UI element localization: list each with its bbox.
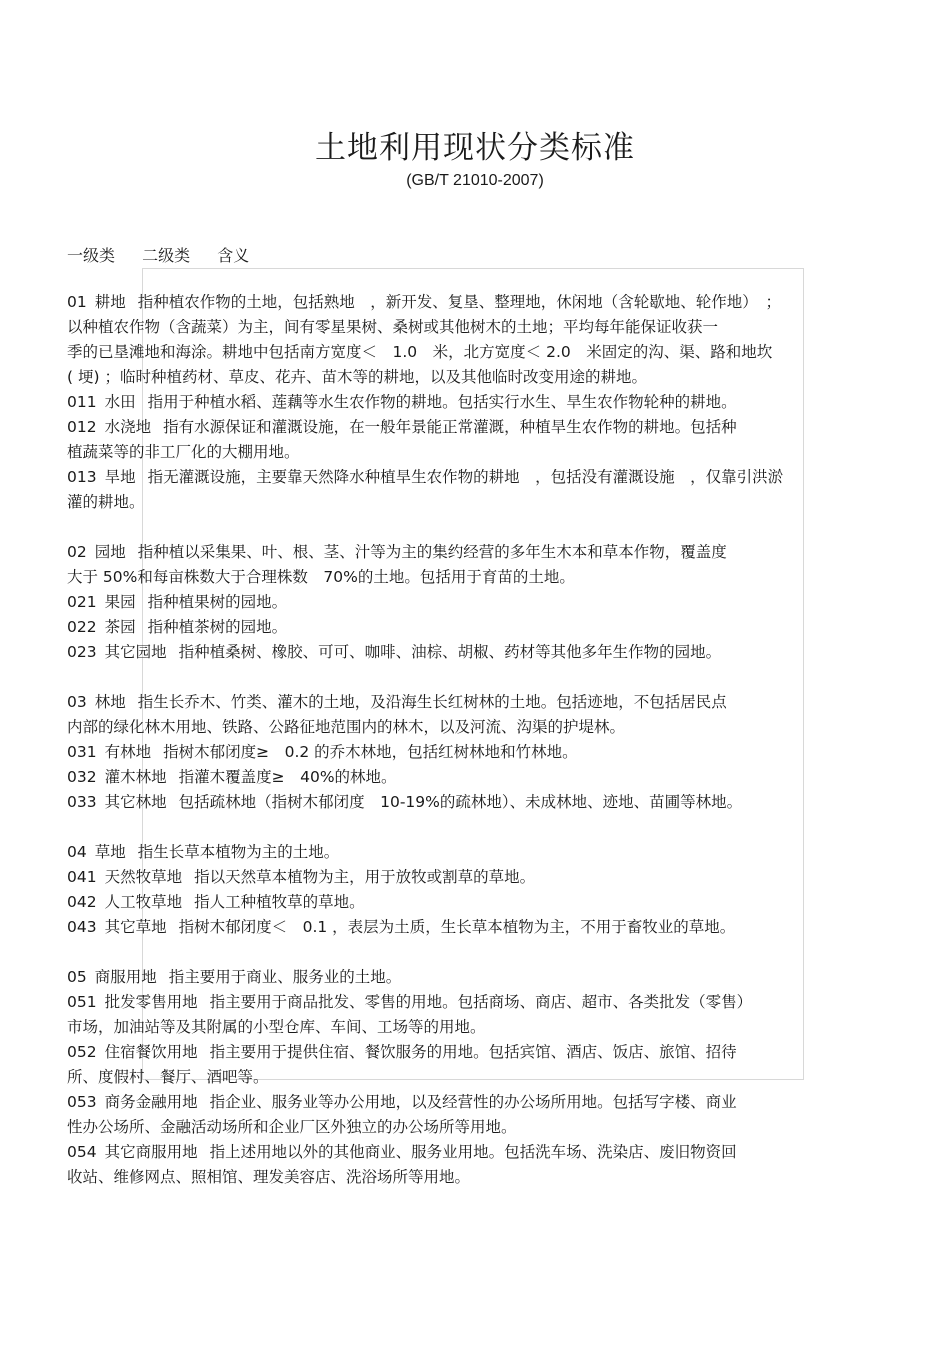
category-entry: [67, 915, 887, 940]
category-name: 园地: [94, 543, 126, 561]
category-entry: [67, 590, 887, 615]
category-name: 茶园: [104, 618, 136, 636]
category-code: 031: [67, 743, 97, 761]
document-subtitle: (GB/T 21010-2007): [406, 172, 544, 189]
category-description: 指种植以采集果、叶、根、茎、汁等为主的集约经营的多年生木本和草本作物，覆盖度: [137, 543, 727, 561]
category-entry: [67, 1040, 887, 1065]
category-description: 灌的耕地。: [67, 493, 145, 511]
category-entry: [67, 865, 887, 890]
category-name: 其它林地: [104, 793, 167, 811]
category-description: 植蔬菜等的非工厂化的大棚用地。: [67, 443, 300, 461]
category-code: 053: [67, 1093, 97, 1111]
category-code: 03: [67, 693, 87, 711]
category-entry: [67, 290, 887, 315]
category-name: 耕地: [94, 293, 126, 311]
category-description: 指有水源保证和灌溉设施，在一般年景能正常灌溉，种植旱生农作物的耕地。包括种: [163, 418, 737, 436]
category-description: ( 埂) ；临时种植药材、草皮、花卉、苗木等的耕地，以及其他临时改变用途的耕地。: [67, 368, 647, 386]
category-entry: [67, 990, 887, 1015]
entry-continuation: [67, 715, 887, 740]
category-description: 包括疏林地（指树木郁闭度 10-19%的疏林地）、未成林地、迹地、苗圃等林地。: [178, 793, 743, 811]
category-name: 其它商服用地: [104, 1143, 198, 1161]
category-description: 指人工种植牧草的草地。: [194, 893, 365, 911]
category-name: 草地: [94, 843, 126, 861]
category-entry: [67, 640, 887, 665]
header-level1: 一级类: [67, 246, 116, 265]
category-section: [67, 965, 887, 1190]
category-entry: [67, 890, 887, 915]
entry-continuation: [67, 1165, 887, 1190]
category-entry: [67, 615, 887, 640]
entry-continuation: [67, 365, 887, 390]
category-name: 灌木林地: [104, 768, 167, 786]
category-description: 季的已垦滩地和海涂。耕地中包括南方宽度＜ 1.0 米，北方宽度＜ 2.0 米固定的沟、渠、路和地坎: [67, 343, 773, 361]
category-description: 指树木郁闭度≥ 0.2 的乔木林地，包括红树林地和竹林地。: [163, 743, 578, 761]
category-code: 01: [67, 293, 87, 311]
category-entry: [67, 790, 887, 815]
category-code: 022: [67, 618, 97, 636]
entry-continuation: [67, 1065, 887, 1090]
category-name: 商务金融用地: [104, 1093, 198, 1111]
category-name: 水田: [104, 393, 136, 411]
category-entry: [67, 740, 887, 765]
category-name: 果园: [104, 593, 136, 611]
classification-list: [67, 290, 887, 1215]
category-description: 指以天然草本植物为主，用于放牧或割草的草地。: [194, 868, 536, 886]
category-entry: [67, 965, 887, 990]
category-code: 052: [67, 1043, 97, 1061]
category-description: 收站、维修网点、照相馆、理发美容店、洗浴场所等用地。: [67, 1168, 471, 1186]
category-description: 指主要用于商业、服务业的土地。: [168, 968, 402, 986]
category-section: [67, 290, 887, 515]
category-code: 023: [67, 643, 97, 661]
category-code: 054: [67, 1143, 97, 1161]
category-description: 指灌木覆盖度≥ 40%的林地。: [178, 768, 397, 786]
category-name: 水浇地: [104, 418, 152, 436]
category-description: 性办公场所、金融活动场所和企业厂区外独立的办公场所等用地。: [67, 1118, 517, 1136]
entry-continuation: [67, 315, 887, 340]
category-description: 指企业、服务业等办公用地，以及经营性的办公场所用地。包括写字楼、商业: [209, 1093, 737, 1111]
category-description: 指树木郁闭度＜ 0.1 ，表层为土质，生长草本植物为主，不用于畜牧业的草地。: [178, 918, 736, 936]
category-description: 内部的绿化林木用地、铁路、公路征地范围内的林木，以及河流、沟渠的护堤林。: [67, 718, 626, 736]
category-entry: [67, 540, 887, 565]
category-name: 人工牧草地: [104, 893, 183, 911]
category-name: 其它草地: [104, 918, 167, 936]
category-name: 商服用地: [94, 968, 157, 986]
category-code: 033: [67, 793, 97, 811]
category-description: 指主要用于商品批发、零售的用地。包括商场、商店、超市、各类批发（零售）: [209, 993, 753, 1011]
category-description: 指主要用于提供住宿、餐饮服务的用地。包括宾馆、酒店、饭店、旅馆、招待: [209, 1043, 737, 1061]
entry-continuation: [67, 1115, 887, 1140]
category-code: 051: [67, 993, 97, 1011]
category-name: 林地: [94, 693, 126, 711]
category-description: 指种植桑树、橡胶、可可、咖啡、油棕、胡椒、药材等其他多年生作物的园地。: [178, 643, 722, 661]
category-description: 指用于种植水稻、莲藕等水生农作物的耕地。包括实行水生、旱生农作物轮种的耕地。: [147, 393, 737, 411]
category-description: 以种植农作物（含蔬菜）为主，间有零星果树、桑树或其他树木的土地；平均每年能保证收获一: [67, 318, 719, 336]
category-entry: [67, 465, 887, 490]
category-description: 指种植农作物的土地，包括熟地 ，新开发、复垦、整理地，休闲地（含轮歇地、轮作地） ；: [137, 293, 782, 311]
category-entry: [67, 1140, 887, 1165]
category-description: 指生长乔木、竹类、灌木的土地，及沿海生长红树林的土地。包括迹地，不包括居民点: [137, 693, 727, 711]
category-code: 02: [67, 543, 87, 561]
entry-continuation: [67, 565, 887, 590]
entry-continuation: [67, 490, 887, 515]
category-code: 011: [67, 393, 97, 411]
category-name: 批发零售用地: [104, 993, 198, 1011]
category-name: 有林地: [104, 743, 152, 761]
category-description: 指种植茶树的园地。: [147, 618, 288, 636]
category-description: 指种植果树的园地。: [147, 593, 288, 611]
category-name: 住宿餐饮用地: [104, 1043, 198, 1061]
category-entry: [67, 840, 887, 865]
category-entry: [67, 390, 887, 415]
category-code: 05: [67, 968, 87, 986]
entry-continuation: [67, 1015, 887, 1040]
category-description: 市场，加油站等及其附属的小型仓库、车间、工场等的用地。: [67, 1018, 486, 1036]
category-description: 指无灌溉设施，主要靠天然降水种植旱生农作物的耕地 ，包括没有灌溉设施 ，仅靠引洪淤: [147, 468, 784, 486]
category-code: 021: [67, 593, 97, 611]
column-header: [67, 243, 271, 266]
category-name: 其它园地: [104, 643, 167, 661]
category-code: 032: [67, 768, 97, 786]
entry-continuation: [67, 440, 887, 465]
category-code: 041: [67, 868, 97, 886]
category-entry: [67, 690, 887, 715]
category-code: 043: [67, 918, 97, 936]
category-description: 指上述用地以外的其他商业、服务业用地。包括洗车场、洗染店、废旧物资回: [209, 1143, 737, 1161]
header-meaning: 含义: [217, 246, 250, 265]
header-level2: 二级类: [142, 246, 191, 265]
category-section: [67, 540, 887, 665]
document-title: 土地利用现状分类标准: [315, 130, 635, 166]
category-description: 所、度假村、餐厅、酒吧等。: [67, 1068, 269, 1086]
category-description: 指生长草本植物为主的土地。: [137, 843, 340, 861]
category-code: 013: [67, 468, 97, 486]
category-description: 大于 50%和每亩株数大于合理株数 70%的土地。包括用于育苗的土地。: [67, 568, 575, 586]
category-code: 04: [67, 843, 87, 861]
category-name: 天然牧草地: [104, 868, 183, 886]
entry-continuation: [67, 340, 887, 365]
category-code: 042: [67, 893, 97, 911]
category-name: 旱地: [104, 468, 136, 486]
category-code: 012: [67, 418, 97, 436]
category-entry: [67, 415, 887, 440]
category-section: [67, 690, 887, 815]
category-entry: [67, 1090, 887, 1115]
category-entry: [67, 765, 887, 790]
category-section: [67, 840, 887, 940]
